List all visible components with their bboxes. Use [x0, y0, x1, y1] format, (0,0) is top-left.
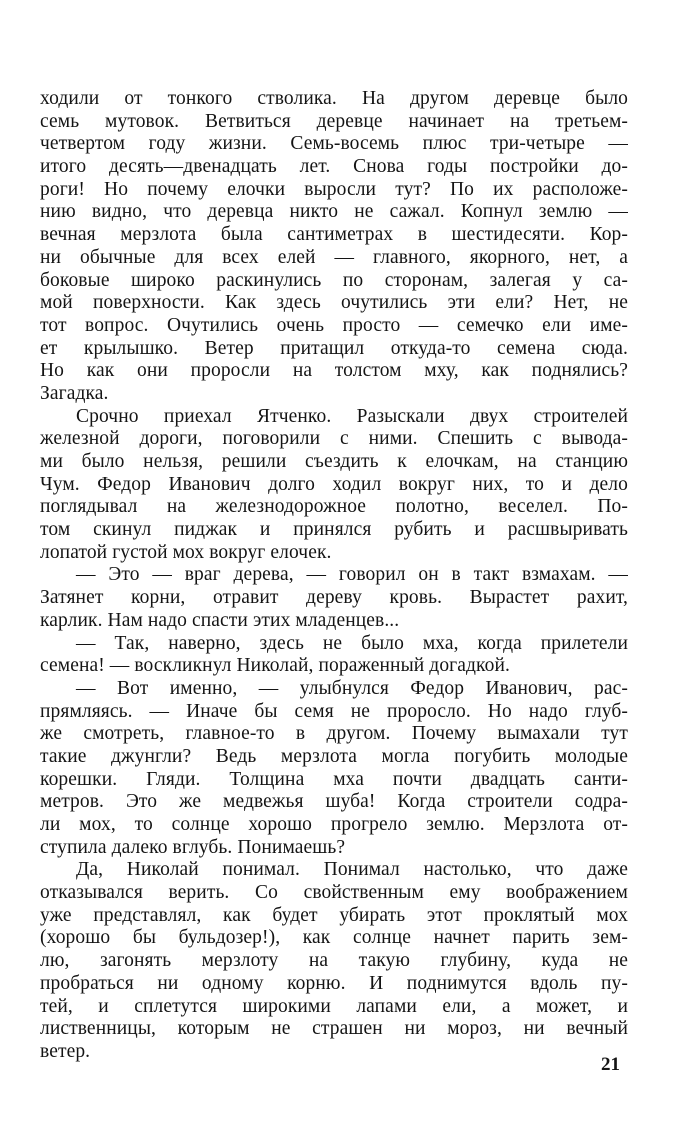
text-line: лиственницы, которым не страшен ни мороз, ни вечный — [40, 1018, 628, 1040]
text-line: — Это — враг дерева, — говорил он в такт взмахам. — — [76, 564, 628, 586]
text-line: поглядывал на железнодорожное полотно, веселел. По- — [40, 496, 628, 518]
text-line: Да, Николай понимал. Понимал настолько, что даже — [76, 859, 628, 881]
text-line: боковые широко раскинулись по сторонам, залегая у са- — [40, 269, 628, 291]
text-line: Срочно приехал Ятченко. Разыскали двух строителей — [76, 405, 628, 427]
text-line: же смотреть, главное-то в другом. Почему вымахали тут — [40, 723, 628, 745]
text-line: итого десять—двенадцать лет. Снова годы постройки до- — [40, 156, 628, 178]
text-line: ет крылышко. Ветер притащил откуда-то семена сюда. — [40, 337, 628, 359]
text-line: метров. Это же медвежья шуба! Когда строители содра- — [40, 791, 628, 813]
body-text — [40, 88, 628, 1064]
text-line: вечная мерзлота была сантиметрах в шестидесяти. Кор- — [40, 224, 628, 246]
text-line: (хорошо бы бульдозер!), как солнце начнет парить зем- — [40, 927, 628, 949]
text-line: четвертом году жизни. Семь-восемь плюс три-четыре — — [40, 133, 628, 155]
text-line: уже представлял, как будет убирать этот проклятый мох — [40, 904, 628, 926]
text-line: такие джунгли? Ведь мерзлота могла погубить молодые — [40, 745, 628, 767]
text-line: семь мутовок. Ветвиться деревце начинает на третьем- — [40, 110, 628, 132]
text-line: Затянет корни, отравит дереву кровь. Вырастет рахит, — [40, 587, 628, 609]
text-line: том скинул пиджак и принялся рубить и расшвыривать — [40, 519, 628, 541]
paragraph — [40, 633, 628, 678]
text-line: нию видно, что деревца никто не сажал. Копнул землю — — [40, 201, 628, 223]
text-line: ни обычные для всех елей — главного, якорного, нет, а — [40, 246, 628, 268]
text-line: ми было нельзя, решили съездить к елочкам, на станцию — [40, 451, 628, 472]
paragraph — [40, 88, 628, 406]
text-line: отказывался верить. Со свойственным ему воображением — [40, 882, 628, 904]
text-line: ступила далеко вглубь. Понимаешь? — [40, 836, 346, 858]
text-line: лопатой густой мох вокруг елочек. — [40, 541, 332, 563]
text-line: пробраться ни одному корню. И поднимутся вдоль пу- — [40, 972, 628, 994]
text-line: корешки. Гляди. Толщина мха почти двадцать санти- — [40, 768, 628, 790]
text-line: карлик. Нам надо спасти этих младенцев... — [40, 609, 400, 631]
text-line: семена! — воскликнул Николай, пораженный догадкой. — [40, 655, 510, 677]
paragraph — [40, 859, 628, 1063]
text-line: Но как они проросли на толстом мху, как поднялись? — [40, 360, 628, 382]
text-line: ходили от тонкого стволика. На другом деревце было — [40, 88, 628, 109]
text-line: железной дороги, поговорили с ними. Спешить с вывода- — [40, 428, 628, 450]
paragraph — [40, 564, 628, 632]
text-line: ли мох, то солнце хорошо прогрело землю. Мерзлота от- — [40, 814, 628, 835]
text-line: прямляясь. — Иначе бы семя не проросло. Но надо глуб- — [40, 700, 628, 722]
text-line: мой поверхности. Как здесь очутились эти ели? Нет, не — [40, 292, 628, 314]
text-line: Чум. Федор Иванович долго ходил вокруг них, то и дело — [40, 473, 628, 495]
text-line: тей, и сплетутся широкими лапами ели, а может, и — [40, 995, 628, 1017]
text-line: Загадка. — [40, 382, 109, 404]
text-line: роги! Но почему елочки выросли тут? По их расположе- — [40, 178, 628, 200]
text-line: — Так, наверно, здесь не было мха, когда прилетели — [76, 632, 628, 654]
paragraph — [40, 678, 628, 860]
text-line: ветер. — [40, 1040, 91, 1062]
text-line: — Вот именно, — улыбнулся Федор Иванович, рас- — [76, 677, 628, 699]
text-line: лю, загонять мерзлоту на такую глубину, куда не — [40, 950, 628, 972]
text-line: тот вопрос. Очутились очень просто — семечко ели име- — [40, 314, 628, 336]
paragraph — [40, 406, 628, 565]
page-number: 21 — [601, 1054, 620, 1075]
